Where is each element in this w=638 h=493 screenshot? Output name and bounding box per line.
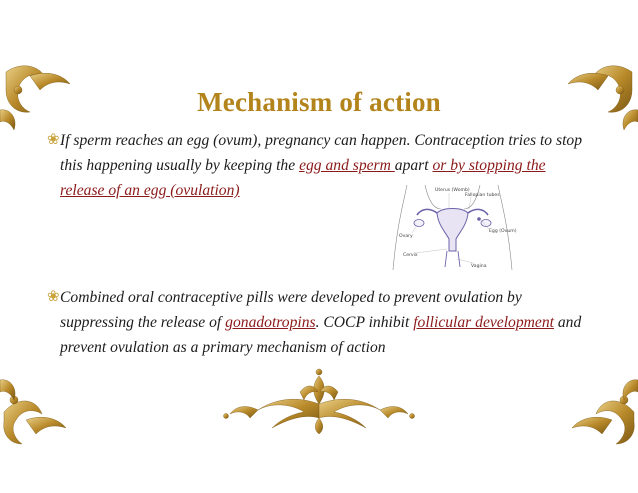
label-cervix: Cervix bbox=[403, 253, 418, 258]
flower-icon: ❀ bbox=[47, 289, 60, 305]
link-stopping-ovulation[interactable]: or by stopping the release of an egg (ovulation) bbox=[60, 157, 546, 199]
link-gonadotropins[interactable]: gonadotropins bbox=[225, 314, 316, 331]
para2-text-3: and prevent ovulation as a primary mechanism of action bbox=[60, 314, 582, 356]
label-ovary: Ovary bbox=[399, 234, 413, 239]
label-fallopian-tubes: Fallopian tubes bbox=[465, 193, 500, 198]
label-egg: Egg (Ovum) bbox=[489, 229, 517, 234]
uterus-shape bbox=[414, 209, 491, 268]
link-egg-and-sperm[interactable]: egg and sperm bbox=[299, 157, 395, 174]
reproductive-system-diagram bbox=[385, 185, 520, 270]
flower-icon: ❀ bbox=[47, 132, 60, 148]
link-follicular-development[interactable]: follicular development bbox=[413, 314, 554, 331]
slide-title: Mechanism of action bbox=[197, 87, 441, 117]
para2-text-2: . COCP inhibit bbox=[315, 314, 414, 331]
para1-text-2: apart bbox=[394, 157, 433, 174]
paragraph-cocp bbox=[47, 285, 592, 360]
label-vagina: Vagina bbox=[471, 264, 487, 269]
para1-text-1: If sperm reaches an egg (ovum), pregnancy can happen. Contraception tries to stop this happening usually by keeping the bbox=[60, 132, 583, 174]
para2-text-1: Combined oral contraceptive pills were developed to prevent ovulation by suppressing the release of bbox=[60, 289, 522, 331]
label-uterus: Uterus (Womb) bbox=[435, 188, 470, 193]
